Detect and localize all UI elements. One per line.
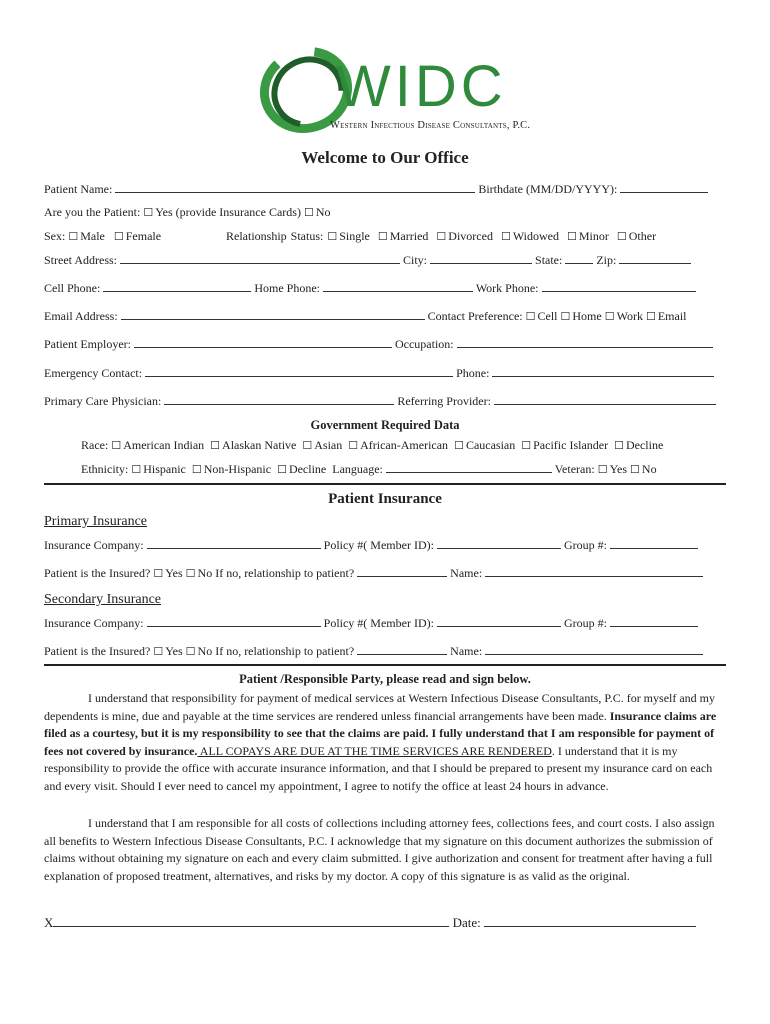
race-african-american-checkbox[interactable]: ☐ African-American <box>348 438 448 452</box>
patient-name-row: Patient Name: Birthdate (MM/DD/YYYY): <box>44 181 708 196</box>
single-checkbox[interactable]: ☐ Single <box>327 229 370 243</box>
race-asian-checkbox[interactable]: ☐ Asian <box>302 438 342 452</box>
email-field[interactable] <box>121 308 425 320</box>
ethnicity-row: Ethnicity: ☐ Hispanic ☐ Non-Hispanic ☐ Decline Language: Veteran: ☐ Yes ☐ No <box>81 461 657 477</box>
email-row: Email Address: Contact Preference: ☐ Cell ☐ Home ☐ Work ☐ Email <box>44 308 687 324</box>
race-pacific-checkbox[interactable]: ☐ Pacific Islander <box>521 438 608 452</box>
male-checkbox[interactable]: ☐ Male <box>68 229 105 243</box>
primary-policy-field[interactable] <box>437 537 561 549</box>
logo-subtitle: Western Infectious Disease Consultants, P.C. <box>330 120 531 131</box>
agreement-heading: Patient /Responsible Party, please read and sign below. <box>239 672 531 686</box>
divider <box>44 664 726 666</box>
insurance-heading: Patient Insurance <box>328 491 442 507</box>
state-field[interactable] <box>565 252 593 264</box>
secondary-policy-field[interactable] <box>437 615 561 627</box>
race-row: Race: ☐ American Indian ☐ Alaskan Native ☐ Asian ☐ African-American ☐ Caucasian ☐ Pacific Islander ☐ Decline <box>81 438 663 453</box>
primary-insured-row: Patient is the Insured? ☐ Yes ☐ No If no, relationship to patient? Name: <box>44 565 703 581</box>
race-american-indian-checkbox[interactable]: ☐ American Indian <box>111 438 204 452</box>
married-checkbox[interactable]: ☐ Married <box>378 229 429 243</box>
pref-email-checkbox[interactable]: ☐ Email <box>646 309 687 323</box>
page-title: Welcome to Our Office <box>301 148 469 167</box>
minor-checkbox[interactable]: ☐ Minor <box>567 229 609 243</box>
referring-field[interactable] <box>494 393 716 405</box>
primary-company-row: Insurance Company: Policy #( Member ID): Group #: <box>44 537 698 552</box>
secondary-insured-yes-checkbox[interactable]: ☐ Yes <box>153 644 182 658</box>
primary-relationship-field[interactable] <box>357 565 447 577</box>
employer-field[interactable] <box>134 336 392 348</box>
work-phone-field[interactable] <box>542 280 696 292</box>
race-alaskan-checkbox[interactable]: ☐ Alaskan Native <box>210 438 296 452</box>
birthdate-field[interactable] <box>620 181 708 193</box>
language-field[interactable] <box>386 461 552 473</box>
ethnicity-decline-checkbox[interactable]: ☐ Decline <box>277 462 326 476</box>
zip-field[interactable] <box>619 252 691 264</box>
are-you-patient-row: Are you the Patient: ☐ Yes (provide Insurance Cards) ☐ No <box>44 205 330 220</box>
ethnicity-hispanic-checkbox[interactable]: ☐ Hispanic <box>131 462 186 476</box>
pref-cell-checkbox[interactable]: ☐ Cell <box>526 309 558 323</box>
race-caucasian-checkbox[interactable]: ☐ Caucasian <box>454 438 515 452</box>
veteran-no-checkbox[interactable]: ☐ No <box>630 462 657 476</box>
logo-wordmark: WIDC <box>336 54 507 119</box>
pcp-field[interactable] <box>164 393 394 405</box>
female-checkbox[interactable]: ☐ Female <box>114 229 161 243</box>
widowed-checkbox[interactable]: ☐ Widowed <box>501 229 559 243</box>
home-phone-field[interactable] <box>323 280 473 292</box>
divorced-checkbox[interactable]: ☐ Divorced <box>436 229 493 243</box>
address-row: Street Address: City: State: Zip: <box>44 252 691 267</box>
agreement-paragraph-1: I understand that responsibility for payment of medical services at Western Infectious Disease Consultants, P.C. for myself and my dependents is mine, due and payable at the time services are rendered unless financial arrangements have been made. Insurance claims are filed as a courtesy, but it is my responsibility to see that the claims are paid. I fully understand that I am responsible for payment of fees not covered by insurance. ALL COPAYS ARE DUE AT THE TIME SERVICES ARE RENDERED. I understand that it is my responsibility to provide the office with accurate insurance information, and that I should be prepared to present my insurance card on each and every visit. Should I ever need to cancel my appointment, I agree to notify the office at least 24 hours in advance. <box>44 691 717 793</box>
cell-field[interactable] <box>103 280 251 292</box>
emergency-contact-field[interactable] <box>145 365 453 377</box>
secondary-group-field[interactable] <box>610 615 698 627</box>
primary-company-field[interactable] <box>147 537 321 549</box>
secondary-insurance-heading: Secondary Insurance <box>44 592 162 607</box>
pref-home-checkbox[interactable]: ☐ Home <box>561 309 602 323</box>
employer-row: Patient Employer: Occupation: <box>44 336 713 351</box>
occupation-field[interactable] <box>457 336 713 348</box>
physician-row: Primary Care Physician: Referring Provider: <box>44 393 716 408</box>
primary-insured-name-field[interactable] <box>485 565 703 577</box>
secondary-insured-row: Patient is the Insured? ☐ Yes ☐ No If no, relationship to patient? Name: <box>44 643 703 659</box>
secondary-insured-name-field[interactable] <box>485 643 703 655</box>
secondary-insured-no-checkbox[interactable]: ☐ No If no, relationship to patient? <box>186 644 355 658</box>
race-decline-checkbox[interactable]: ☐ Decline <box>614 438 663 452</box>
divider <box>44 483 726 485</box>
secondary-relationship-field[interactable] <box>357 643 447 655</box>
emergency-phone-field[interactable] <box>492 365 714 377</box>
street-field[interactable] <box>120 252 400 264</box>
ethnicity-non-hispanic-checkbox[interactable]: ☐ Non-Hispanic <box>192 462 271 476</box>
primary-insurance-heading: Primary Insurance <box>44 514 148 529</box>
agreement-paragraph-2: I understand that I am responsible for all costs of collections including attorney fees, collections fees, and court costs. I also assign all benefits to Western Infectious Disease Consultants, P.C. I acknowledge that my signature on this document authorizes the submission of claims without obtaining my signature on each and every claim submitted. I give authorization and consent for treatment after having a full explanation of proposed treatment, alternatives, and risks by my doctor. A copy of this signature is as valid as the original. <box>44 816 715 883</box>
other-checkbox[interactable]: ☐ Other <box>617 229 656 243</box>
veteran-yes-checkbox[interactable]: ☐ Yes <box>598 462 627 476</box>
signature-field[interactable] <box>53 915 449 927</box>
emergency-row: Emergency Contact: Phone: <box>44 365 714 380</box>
primary-group-field[interactable] <box>610 537 698 549</box>
phones-row: Cell Phone: Home Phone: Work Phone: <box>44 280 696 295</box>
date-field[interactable] <box>484 915 696 927</box>
relationship-row: Relationship Status: ☐ Single ☐ Married ☐ Divorced ☐ Widowed ☐ Minor ☐ Other <box>226 229 656 244</box>
patient-name-field[interactable] <box>115 181 475 193</box>
sex-row: Sex: ☐ Male ☐ Female <box>44 229 161 244</box>
primary-insured-yes-checkbox[interactable]: ☐ Yes <box>153 566 182 580</box>
gov-heading: Government Required Data <box>310 418 460 432</box>
yes-cards-checkbox[interactable]: ☐ Yes (provide Insurance Cards) <box>143 205 301 219</box>
pref-work-checkbox[interactable]: ☐ Work <box>605 309 643 323</box>
city-field[interactable] <box>430 252 532 264</box>
no-checkbox[interactable]: ☐ No <box>304 205 331 219</box>
secondary-company-field[interactable] <box>147 615 321 627</box>
primary-insured-no-checkbox[interactable]: ☐ No If no, relationship to patient? <box>186 566 355 580</box>
signature-row: X Date: <box>44 915 696 930</box>
secondary-company-row: Insurance Company: Policy #( Member ID): Group #: <box>44 615 698 630</box>
